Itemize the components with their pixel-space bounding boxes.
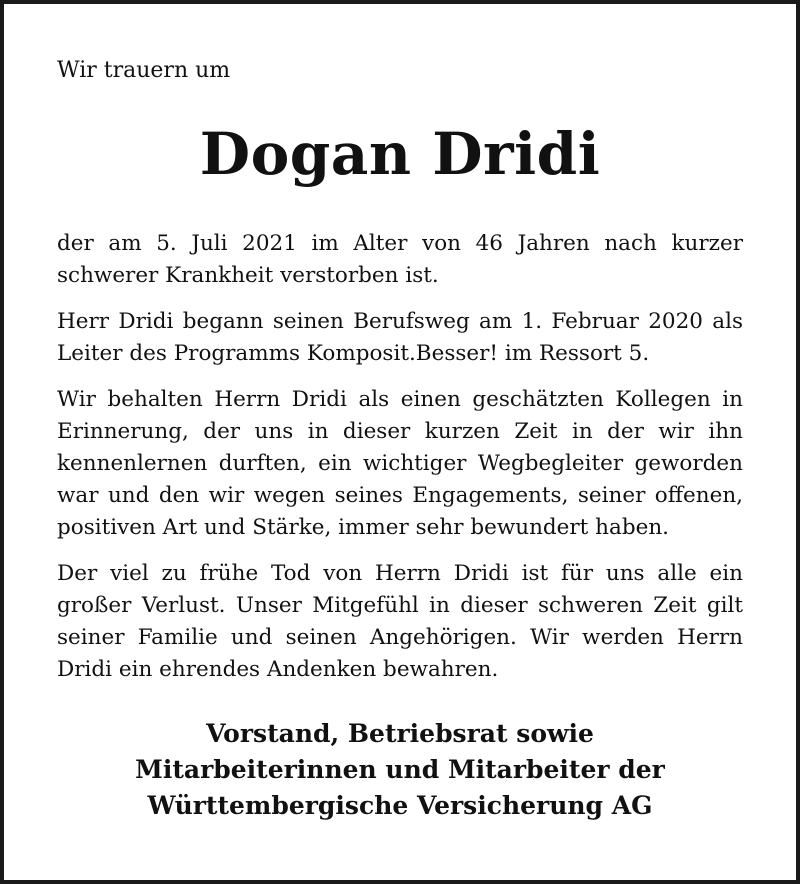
paragraph-remembrance: Wir behalten Herrn Dridi als einen geschätzten Kollegen in Erinnerung, der uns in dieser kurzen Zeit in der wir ihn kennenlernen durften, ein wichtiger Wegbegleiter geworden war und den wir wegen seines Engagements, seiner offenen, positiven Art und Stärke, immer sehr bewundert haben.: [57, 387, 743, 540]
paragraph-death-date: der am 5. Juli 2021 im Alter von 46 Jahren nach kurzer schwerer Krankheit verstorben ist.: [57, 231, 743, 288]
signature-block: [4, 716, 796, 824]
signature-line-3: Württembergische Versicherung AG: [147, 791, 653, 820]
intro-line: Wir trauern um: [57, 58, 231, 83]
paragraph-condolence: Der viel zu frühe Tod von Herrn Dridi ist für uns alle ein großer Verlust. Unser Mitgefühl in dieser schweren Zeit gilt seiner Familie und seinen Angehörigen. Wir werden Herrn Dridi ein ehrendes Andenken bewahren.: [57, 561, 743, 682]
signature-line-2: Mitarbeiterinnen und Mitarbeiter der: [135, 755, 665, 784]
paragraph-career: Herr Dridi begann seinen Berufsweg am 1. Februar 2020 als Leiter des Programms Komposit.Besser! im Ressort 5.: [57, 309, 743, 366]
signature-line-1: Vorstand, Betriebsrat sowie: [206, 719, 594, 748]
deceased-name: Dogan Dridi: [199, 120, 601, 188]
notice-body: [57, 228, 743, 700]
